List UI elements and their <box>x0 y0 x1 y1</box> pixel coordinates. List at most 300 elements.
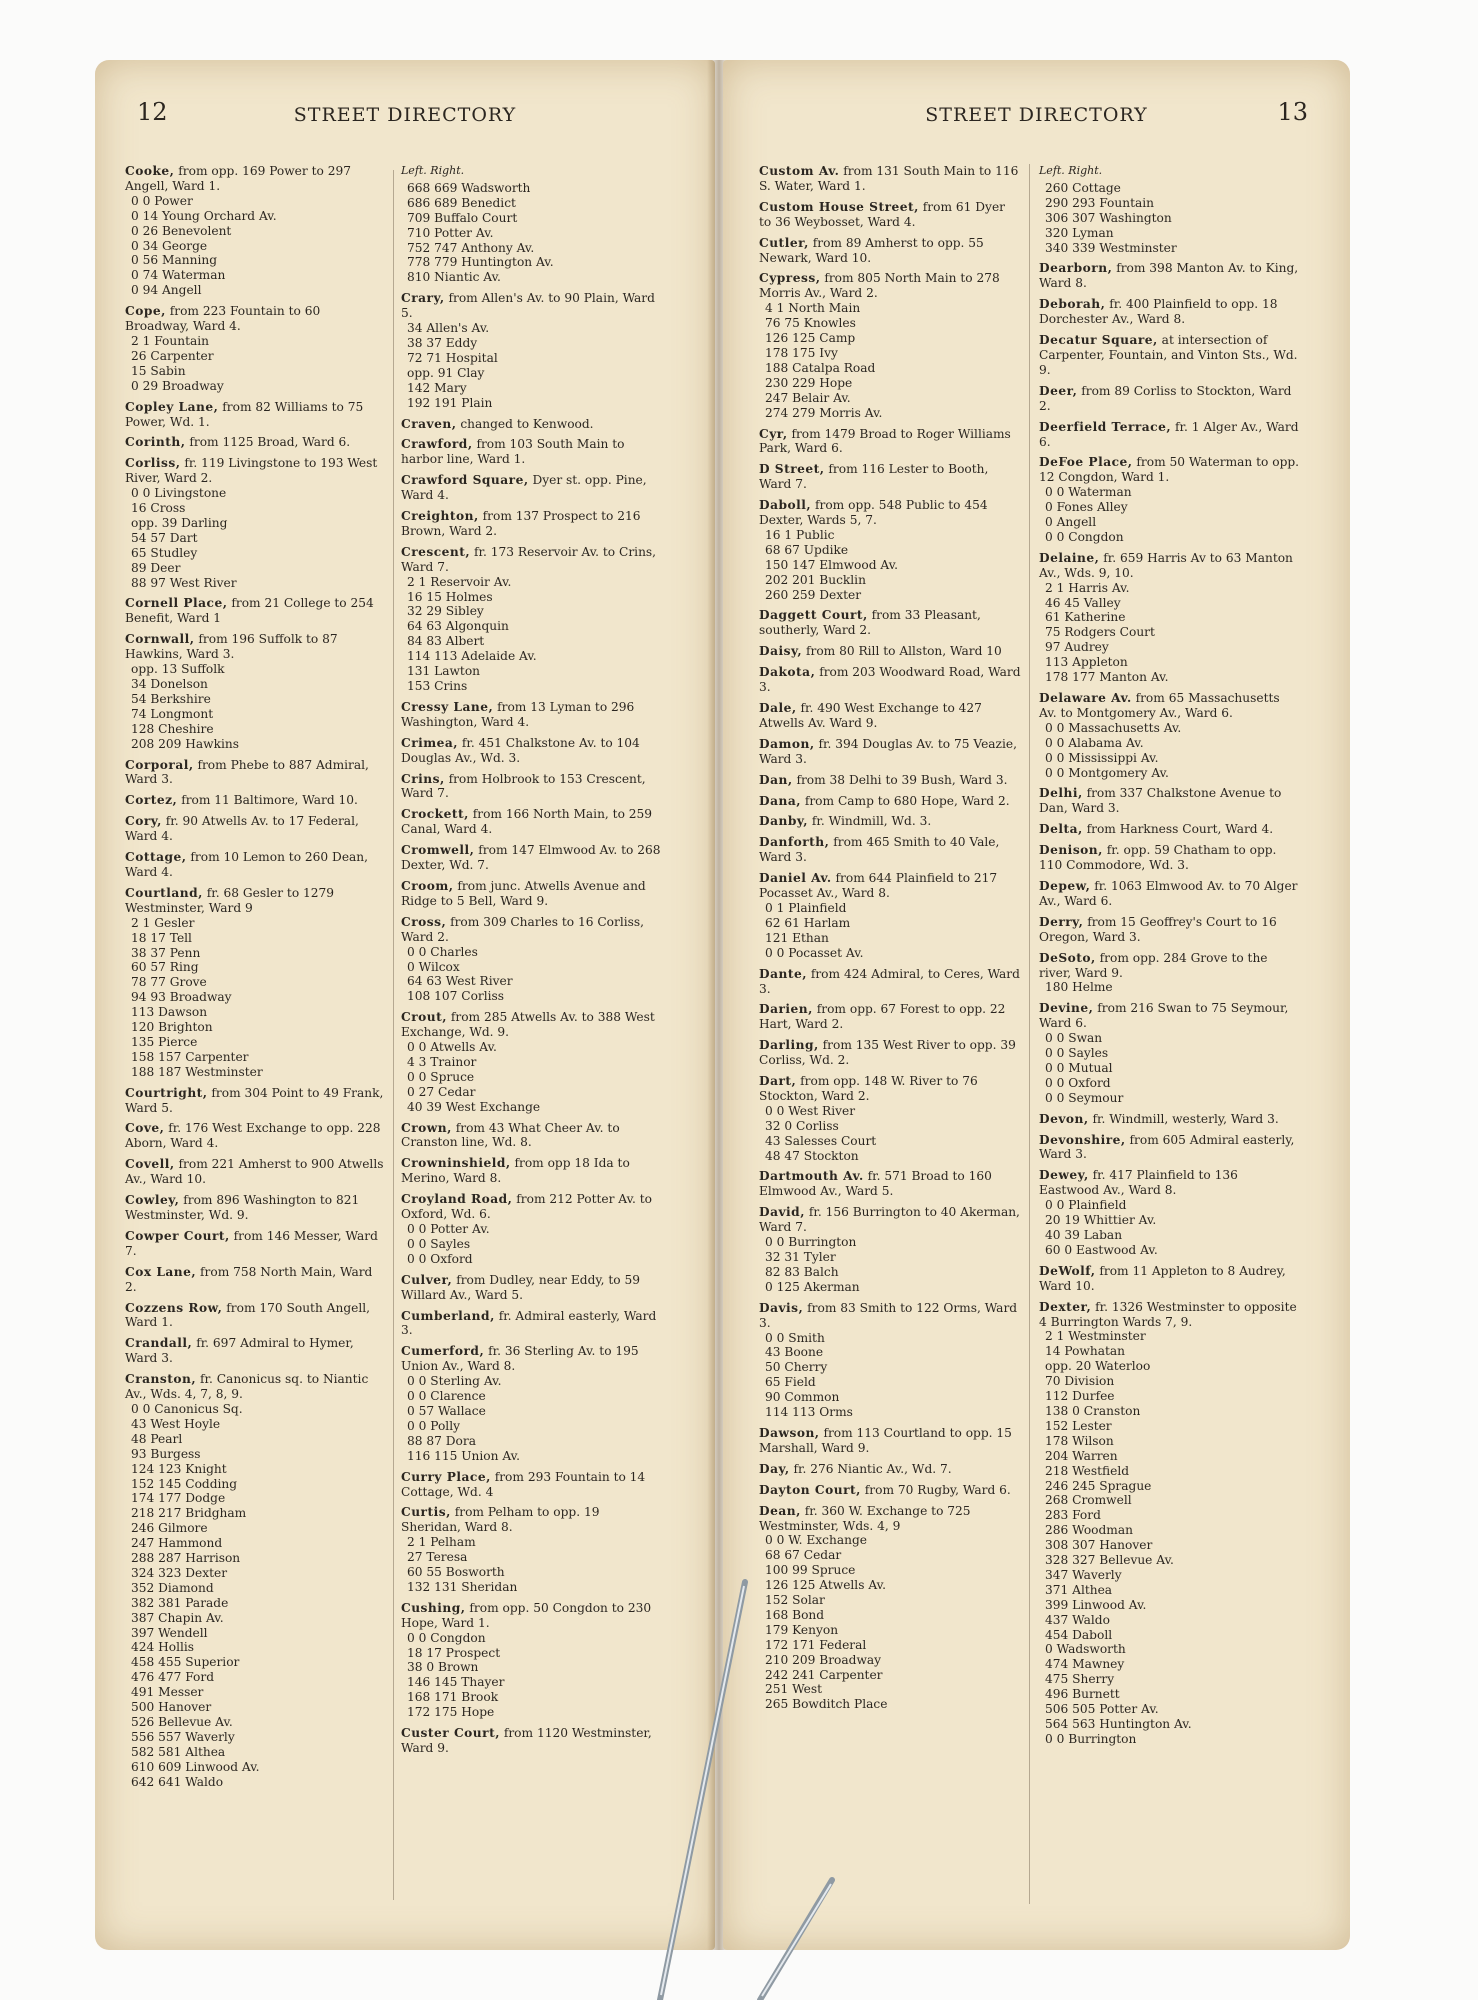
street-range: fr. 490 West Exchange to 427 Atwells Av. Ward 9. <box>759 701 982 730</box>
directory-entry <box>1039 822 1301 837</box>
cross-street: 0 27 Cedar <box>407 1084 476 1099</box>
cross-street: 0 0 Sayles <box>407 1236 471 1251</box>
street-range: from opp. 67 Forest to opp. 22 Hart, Ward 2. <box>759 1002 1006 1032</box>
entry-description <box>401 879 663 909</box>
cross-street: 0 0 Potter Av. <box>407 1222 490 1236</box>
street-name: Delta, <box>1039 822 1083 837</box>
street-name: Daniel Av. <box>759 871 832 886</box>
street-range: fr. 176 West Exchange to opp. 228 Aborn, Ward 4. <box>125 1121 381 1151</box>
cross-street: 93 Burgess <box>131 1446 201 1461</box>
street-name: Crawford, <box>401 437 473 452</box>
cross-street: 4 3 Trainor <box>407 1054 477 1069</box>
entry-description <box>1039 843 1301 873</box>
directory-entry <box>401 807 663 837</box>
street-range: Dyer st. opp. Pine, Ward 4. <box>401 473 647 503</box>
cross-street: 88 97 West River <box>131 575 237 590</box>
column-rule <box>393 170 394 1900</box>
entry-description <box>759 665 1021 695</box>
cross-street: 564 563 Huntington Av. <box>1045 1717 1192 1731</box>
entry-description <box>1039 261 1301 291</box>
street-name: Custom Av. <box>759 164 840 178</box>
cross-street: 0 Fones Alley <box>1045 500 1128 515</box>
cross-street: 371 Althea <box>1045 1582 1113 1597</box>
street-range: from Phebe to 887 Admiral, Ward 3. <box>125 757 369 787</box>
directory-entry <box>401 509 663 539</box>
street-range: from 38 Delhi to 39 Bush, Ward 3. <box>796 772 1008 787</box>
cross-street: 242 241 Carpenter <box>765 1667 883 1682</box>
street-range: fr. 36 Sterling Av. to 195 Union Av., Ward 8. <box>401 1344 639 1374</box>
directory-entry <box>759 1169 1021 1199</box>
cross-street: 290 293 Fountain <box>1045 195 1155 210</box>
directory-entry <box>759 1426 1021 1456</box>
cross-street: 387 Chapin Av. <box>131 1610 224 1625</box>
directory-entry <box>401 545 663 694</box>
cross-street: 60 55 Bosworth <box>407 1565 505 1580</box>
street-range: from 147 Elmwood Av. to 268 Dexter, Wd. 7. <box>401 843 661 873</box>
cross-street: 142 Mary <box>407 380 467 395</box>
street-name: DeFoe Place, <box>1039 455 1133 470</box>
entry-description <box>759 1504 1021 1534</box>
directory-entry <box>1039 1300 1301 1747</box>
entry-description <box>125 850 387 880</box>
cross-street: 0 Angell <box>1045 515 1097 530</box>
street-name: Cowley, <box>125 1193 180 1208</box>
street-range: from 33 Pleasant, southerly, Ward 2. <box>759 608 981 638</box>
street-range: fr. Admiral easterly, Ward 3. <box>401 1308 657 1338</box>
directory-entry <box>401 417 663 432</box>
street-range: from 82 Williams to 75 Power, Wd. 1. <box>125 399 364 429</box>
cross-street: 54 Berkshire <box>131 691 211 706</box>
entry-description <box>125 1121 387 1151</box>
directory-entry <box>125 435 387 450</box>
street-name: Cypress, <box>759 271 821 286</box>
entry-description <box>759 164 1021 194</box>
directory-entry <box>401 772 663 802</box>
cross-street: 126 125 Atwells Av. <box>765 1578 886 1593</box>
entry-description <box>1039 951 1301 981</box>
cross-street: 0 57 Wallace <box>407 1403 486 1418</box>
street-name: Cranston, <box>125 1372 197 1387</box>
directory-entry <box>1039 951 1301 996</box>
entry-description <box>401 736 663 766</box>
cross-street: 14 Powhatan <box>1045 1344 1125 1359</box>
cross-street: 308 307 Hanover <box>1045 1538 1153 1553</box>
street-range: fr. 1063 Elmwood Av. to 70 Alger Av., Ward 6. <box>1039 878 1298 908</box>
cross-street: 0 56 Manning <box>131 253 218 268</box>
street-range: fr. 451 Chalkstone Av. to 104 Douglas Av., Wd. 3. <box>401 735 640 765</box>
street-name: Cressy Lane, <box>401 699 494 714</box>
entry-description <box>1039 1168 1301 1198</box>
cross-street: 48 Pearl <box>131 1431 183 1446</box>
street-name: Cornell Place, <box>125 596 228 611</box>
cross-street: 152 145 Codding <box>131 1476 238 1491</box>
cross-street: 116 115 Union Av. <box>407 1448 520 1463</box>
entry-description <box>1039 691 1301 721</box>
street-name: Crimea, <box>401 735 459 750</box>
street-name: Curtis, <box>401 1505 451 1520</box>
street-name: Dayton Court, <box>759 1482 861 1497</box>
directory-entry <box>125 1265 387 1295</box>
entry-description <box>401 1505 663 1535</box>
cross-street: 382 381 Parade <box>131 1595 229 1610</box>
entry-description <box>759 644 1021 659</box>
directory-entry <box>1039 551 1301 685</box>
page-title: STREET DIRECTORY <box>293 104 517 126</box>
cross-street: 126 125 Camp <box>765 331 856 346</box>
entry-description <box>1039 879 1301 909</box>
cross-street: 306 307 Washington <box>1045 210 1172 225</box>
street-name: Deborah, <box>1039 297 1106 312</box>
entry-description <box>1039 1300 1301 1330</box>
street-range: from junc. Atwells Avenue and Ridge to 5 Bell, Ward 9. <box>401 878 646 908</box>
street-name: Daggett Court, <box>759 608 868 623</box>
entry-description <box>1039 1112 1301 1127</box>
directory-entry <box>1039 261 1301 291</box>
entry-description <box>1039 1133 1301 1163</box>
street-range: from 11 Appleton to 8 Audrey, Ward 10. <box>1039 1263 1286 1293</box>
entry-description <box>401 772 663 802</box>
street-range: from 65 Massachusetts Av. to Montgomery Av., Ward 6. <box>1039 691 1280 720</box>
street-name: Delaware Av. <box>1039 691 1132 705</box>
entry-description <box>759 814 1021 829</box>
entry-description <box>1039 384 1301 414</box>
entry-description <box>759 462 1021 492</box>
cross-street: 0 0 Plainfield <box>1045 1198 1127 1213</box>
street-name: Dean, <box>759 1503 801 1518</box>
street-name: Denison, <box>1039 843 1103 858</box>
cross-street: 75 Rodgers Court <box>1045 625 1155 640</box>
entry-description <box>401 509 663 539</box>
cross-street: 113 Dawson <box>131 1005 208 1020</box>
cross-street: 48 47 Stockton <box>765 1148 859 1163</box>
entry-description <box>401 700 663 730</box>
street-range: fr. 697 Admiral to Hymer, Ward 3. <box>125 1336 354 1366</box>
street-range: fr. 659 Harris Av to 63 Manton Av., Wds. 9, 10. <box>1039 550 1293 580</box>
street-range: from 131 South Main to 116 S. Water, Ward 1. <box>759 164 1019 193</box>
street-name: Dearborn, <box>1039 261 1113 276</box>
cross-street: 260 Cottage <box>1045 180 1121 195</box>
directory-entry <box>759 1301 1021 1420</box>
cross-street: 65 Studley <box>131 545 198 560</box>
cross-street: 74 Longmont <box>131 706 214 721</box>
cross-street: 152 Lester <box>1045 1418 1112 1433</box>
page-header <box>753 98 1320 134</box>
street-range: from Harkness Court, Ward 4. <box>1086 822 1274 837</box>
directory-entry <box>1039 691 1301 780</box>
street-range: from 135 West River to opp. 39 Corliss, Wd. 2. <box>759 1038 1016 1068</box>
street-name: Deer, <box>1039 383 1078 398</box>
column-left <box>125 164 387 1796</box>
cross-street: 491 Messer <box>131 1685 204 1700</box>
cross-street: 172 171 Federal <box>765 1637 867 1652</box>
entry-description <box>401 1470 663 1500</box>
cross-street: 70 Division <box>1045 1374 1115 1389</box>
street-name: Crary, <box>401 291 445 306</box>
street-range: fr. 400 Plainfield to opp. 18 Dorchester Av., Ward 8. <box>1039 297 1278 327</box>
cross-street: 347 Waverly <box>1045 1567 1122 1582</box>
cross-street: 180 Helme <box>1045 980 1113 995</box>
directory-entry <box>759 794 1021 809</box>
street-name: Covell, <box>125 1157 175 1172</box>
directory-entry <box>401 437 663 467</box>
street-name: Devon, <box>1039 1111 1089 1126</box>
street-name: Delhi, <box>1039 786 1083 801</box>
street-name: Corporal, <box>125 757 194 772</box>
street-range: from 465 Smith to 40 Vale, Ward 3. <box>759 835 1000 865</box>
cross-street: 283 Ford <box>1045 1508 1101 1523</box>
street-range: from 43 What Cheer Av. to Cranston line, Wd. 8. <box>401 1120 620 1150</box>
entry-description <box>125 632 387 662</box>
cross-street: 38 37 Eddy <box>407 335 478 350</box>
cross-street: 50 Cherry <box>765 1360 828 1375</box>
entry-description <box>1039 1264 1301 1294</box>
cross-street: 0 0 Oxford <box>1045 1075 1111 1090</box>
entry-description <box>125 1372 387 1402</box>
street-range: from 61 Dyer to 36 Weybosset, Ward 4. <box>759 199 1005 229</box>
street-name: Courtright, <box>125 1085 208 1100</box>
entry-description <box>401 1156 663 1186</box>
street-name: Derry, <box>1039 914 1084 929</box>
cross-street: 0 0 Clarence <box>407 1389 486 1404</box>
cross-street: 246 Gilmore <box>131 1521 208 1536</box>
street-name: Danby, <box>759 814 809 829</box>
directory-entry <box>125 758 387 788</box>
cross-street: 26 Carpenter <box>131 348 214 363</box>
cross-street: 2 1 Gesler <box>131 915 195 930</box>
street-name: Crins, <box>401 771 445 786</box>
directory-entry <box>401 1601 663 1720</box>
entry-description <box>1039 455 1301 485</box>
street-range: from 70 Rugby, Ward 6. <box>864 1482 1011 1497</box>
cross-street: 43 Boone <box>765 1345 824 1360</box>
street-name: Cushing, <box>401 1600 466 1615</box>
street-name: Cottage, <box>125 850 187 865</box>
entry-description <box>401 843 663 873</box>
street-name: Daboll, <box>759 498 812 513</box>
street-name: Crockett, <box>401 807 469 822</box>
street-name: Dan, <box>759 772 793 787</box>
entry-description <box>125 164 387 194</box>
street-name: Crandall, <box>125 1336 193 1351</box>
entry-description <box>401 417 663 432</box>
entry-description <box>125 400 387 430</box>
street-name: D Street, <box>759 462 825 477</box>
directory-entry <box>1039 297 1301 327</box>
street-range: from opp 18 Ida to Merino, Ward 8. <box>401 1156 630 1186</box>
cross-street: 399 Linwood Av. <box>1045 1597 1147 1612</box>
street-range: from 89 Amherst to opp. 55 Newark, Ward 10. <box>759 235 984 265</box>
cross-street: 32 29 Sibley <box>407 604 484 619</box>
cross-street: 2 1 Reservoir Av. <box>407 574 512 589</box>
directory-entry <box>759 1038 1021 1068</box>
cross-street: 642 641 Waldo <box>131 1774 224 1789</box>
cross-street: 168 Bond <box>765 1607 825 1622</box>
cross-street: 710 Potter Av. <box>407 225 494 240</box>
cross-street: 474 Mawney <box>1045 1657 1125 1672</box>
cross-street: 610 609 Linwood Av. <box>131 1759 260 1774</box>
cross-street: 32 31 Tyler <box>765 1250 836 1264</box>
directory-entry <box>759 1002 1021 1032</box>
cross-street: 286 Woodman <box>1045 1523 1133 1538</box>
street-range: from 170 South Angell, Ward 1. <box>125 1300 370 1330</box>
cross-street: 15 Sabin <box>131 363 186 378</box>
street-name: Corinth, <box>125 435 186 450</box>
street-name: Cove, <box>125 1121 165 1136</box>
directory-entry <box>401 1010 663 1114</box>
street-name: Damon, <box>759 736 815 751</box>
entry-description <box>401 473 663 503</box>
street-name: Decatur Square, <box>1039 333 1158 348</box>
directory-entry <box>1039 420 1301 450</box>
cross-street: 218 217 Bridgham <box>131 1506 247 1521</box>
cross-street: 38 37 Penn <box>131 945 201 960</box>
entry-description <box>401 437 663 467</box>
directory-entry <box>125 850 387 880</box>
street-range: from 309 Charles to 16 Corliss, Ward 2. <box>401 914 644 944</box>
entry-description <box>125 758 387 788</box>
cross-street: 0 0 Congdon <box>407 1630 486 1645</box>
cross-street: 64 63 West River <box>407 974 513 989</box>
left-page <box>95 60 715 1950</box>
directory-entry <box>401 1273 663 1303</box>
entry-description <box>125 1229 387 1259</box>
entry-description <box>759 271 1021 301</box>
cross-street: 526 Bellevue Av. <box>131 1715 233 1729</box>
entry-description <box>759 794 1021 809</box>
cross-street: 60 57 Ring <box>131 960 199 975</box>
street-name: Darling, <box>759 1038 819 1053</box>
street-name: Darien, <box>759 1002 813 1017</box>
street-range: from 83 Smith to 122 Orms, Ward 3. <box>759 1300 1018 1330</box>
directory-entry <box>759 427 1021 457</box>
street-name: DeSoto, <box>1039 950 1096 965</box>
street-name: Cross, <box>401 914 447 929</box>
page-number: 12 <box>137 98 168 126</box>
cross-street: 20 19 Whittier Av. <box>1045 1213 1157 1228</box>
entry-description <box>125 1193 387 1223</box>
cross-street: 0 Wadsworth <box>1045 1642 1126 1657</box>
entry-description <box>125 1336 387 1366</box>
street-range: fr. Windmill, Wd. 3. <box>811 814 932 829</box>
cross-street: 506 505 Potter Av. <box>1045 1702 1159 1717</box>
directory-entry <box>125 886 387 1080</box>
street-range: fr. 360 W. Exchange to 725 Westminster, Wds. 4, 9 <box>759 1503 971 1533</box>
cross-street: 0 0 Montgomery Av. <box>1045 765 1169 780</box>
street-name: Devonshire, <box>1039 1132 1126 1147</box>
street-name: Depew, <box>1039 878 1091 893</box>
directory-entry <box>1039 786 1301 816</box>
street-name: Danforth, <box>759 835 830 850</box>
cross-street: 778 779 Huntington Av. <box>407 255 554 270</box>
street-range: fr. Windmill, westerly, Ward 3. <box>1092 1111 1279 1126</box>
directory-entry <box>1039 455 1301 544</box>
entry-description <box>1039 1001 1301 1031</box>
directory-entry <box>1039 333 1301 378</box>
cross-street: 496 Burnett <box>1045 1687 1120 1702</box>
entry-description <box>401 1121 663 1151</box>
street-range: from 398 Manton Av. to King, Ward 8. <box>1039 261 1299 291</box>
street-name: Dart, <box>759 1074 797 1089</box>
entry-description <box>759 1169 1021 1199</box>
directory-entry <box>125 1301 387 1331</box>
entry-description <box>401 1309 663 1339</box>
cross-street: 810 Niantic Av. <box>407 270 501 285</box>
cross-street: 0 0 Swan <box>1045 1031 1103 1046</box>
directory-entry <box>125 1121 387 1151</box>
street-name: Dana, <box>759 793 801 808</box>
cross-street: 68 67 Updike <box>765 542 849 557</box>
street-name: Dartmouth Av. <box>759 1169 864 1184</box>
cross-street: 18 17 Tell <box>131 930 192 945</box>
directory-entry <box>759 1074 1021 1163</box>
cross-street: 27 Teresa <box>407 1550 468 1565</box>
street-name: Courtland, <box>125 885 203 900</box>
cross-street: 158 157 Carpenter <box>131 1049 249 1064</box>
directory-entry <box>759 665 1021 695</box>
cross-street: 172 175 Hope <box>407 1705 495 1720</box>
cross-street: opp. 91 Clay <box>407 365 485 380</box>
cross-street: 146 145 Thayer <box>407 1675 505 1690</box>
entry-description <box>1039 915 1301 945</box>
entry-description <box>759 1483 1021 1498</box>
street-range: from 13 Lyman to 296 Washington, Ward 4. <box>401 699 635 729</box>
cross-street: 43 Salesses Court <box>765 1133 877 1148</box>
cross-street: 178 175 Ivy <box>765 345 838 360</box>
street-range: from 223 Fountain to 60 Broadway, Ward 4. <box>125 304 321 334</box>
street-range: from 11 Baltimore, Ward 10. <box>181 793 358 808</box>
cross-street: 0 0 Sayles <box>1045 1046 1109 1061</box>
street-name: Dawson, <box>759 1425 820 1440</box>
street-range: from 146 Messer, Ward 7. <box>125 1228 378 1258</box>
directory-entry <box>125 1193 387 1223</box>
directory-entry <box>759 1462 1021 1477</box>
cross-street: 2 1 Pelham <box>407 1535 476 1550</box>
cross-street: 0 0 Smith <box>765 1330 825 1345</box>
cross-street: 2 1 Westminster <box>1045 1329 1146 1344</box>
street-name: David, <box>759 1205 805 1220</box>
cross-street: 120 Brighton <box>131 1020 213 1035</box>
entry-description <box>1039 822 1301 837</box>
street-range: from Dudley, near Eddy, to 59 Willard Av., Ward 5. <box>401 1272 640 1302</box>
cross-street: 179 Kenyon <box>765 1622 839 1637</box>
cross-street: 397 Wendell <box>131 1625 208 1640</box>
cross-street: 324 323 Dexter <box>131 1565 228 1580</box>
directory-entry <box>125 1157 387 1187</box>
directory-entry <box>401 700 663 730</box>
entry-description <box>401 1601 663 1631</box>
cross-street: 230 229 Hope <box>765 375 853 390</box>
street-range: from 304 Point to 49 Frank, Ward 5. <box>125 1085 384 1115</box>
cross-street: 40 39 West Exchange <box>407 1099 541 1114</box>
entry-description <box>125 456 387 486</box>
cross-street: 72 71 Hospital <box>407 350 498 365</box>
cross-street: 174 177 Dodge <box>131 1491 226 1506</box>
street-range: from 1120 Westminster, Ward 9. <box>401 1726 652 1755</box>
cross-street: 458 455 Superior <box>131 1655 240 1670</box>
cross-street: 437 Waldo <box>1045 1612 1110 1627</box>
directory-entry <box>125 400 387 430</box>
street-range: from 103 South Main to harbor line, Ward 1. <box>401 437 625 467</box>
entry-description <box>1039 333 1301 378</box>
cross-street: 320 Lyman <box>1045 225 1114 240</box>
street-range: from 113 Courtland to opp. 15 Marshall, Ward 9. <box>759 1425 1012 1455</box>
cross-street: 268 Cromwell <box>1045 1493 1132 1508</box>
cross-street: 153 Crins <box>407 679 468 693</box>
entry-description <box>125 304 387 334</box>
cross-street: 202 201 Bucklin <box>765 572 866 587</box>
street-range: fr. opp. 59 Chatham to opp. 110 Commodore, Wd. 3. <box>1039 843 1277 873</box>
entry-description <box>759 1002 1021 1032</box>
